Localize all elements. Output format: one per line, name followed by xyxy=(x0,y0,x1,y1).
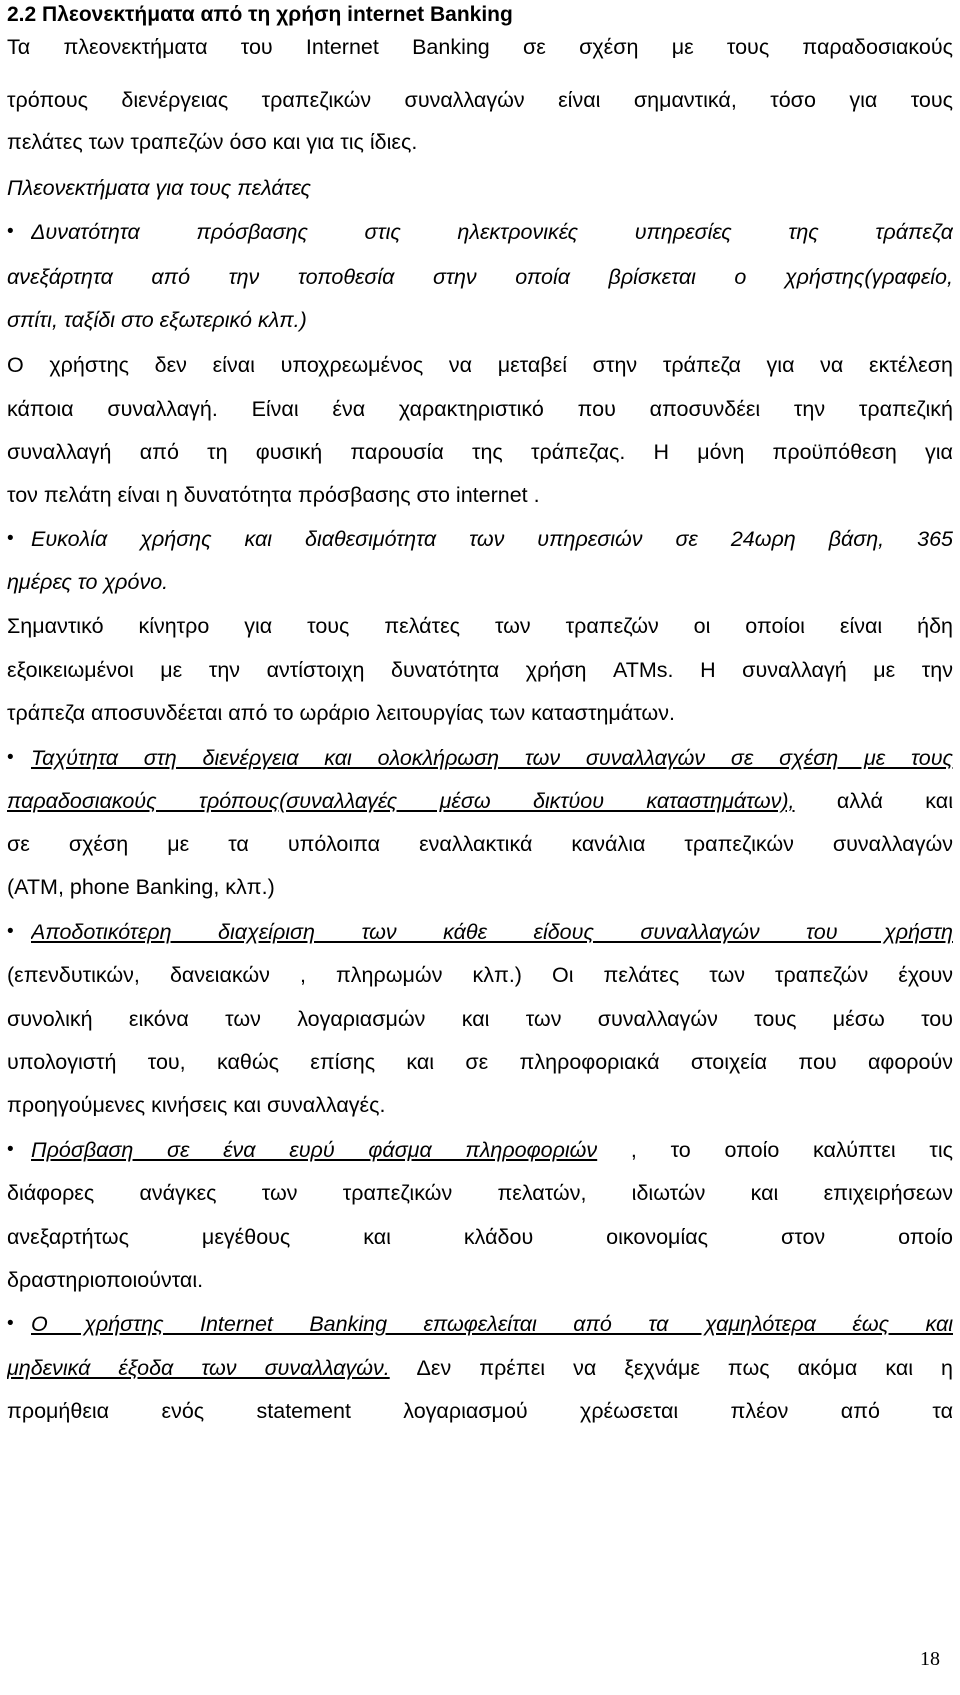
para-1-line-2: κάποια συναλλαγή. Είναι ένα χαρακτηριστικό που αποσυνδέει την τραπεζική xyxy=(7,397,953,421)
bullet-4-line-1: Αποδοτικότερη διαχείριση των κάθε είδους συναλλαγών του χρήστη xyxy=(31,920,953,944)
bullet-1-line-1: Δυνατότητα πρόσβασης στις ηλεκτρονικές υπηρεσίες της τράπεζα xyxy=(31,220,953,244)
bullet-3-line-2-emphasis: παραδοσιακούς τρόπους(συναλλαγές μέσω δικτύου καταστημάτων), xyxy=(7,789,795,813)
bullet-marker: • xyxy=(7,1313,14,1334)
intro-line-2: τρόπους διενέργειας τραπεζικών συναλλαγών είναι σημαντικά, τόσο για τους xyxy=(7,88,953,112)
page-number: 18 xyxy=(920,1648,940,1670)
bullet-3-line-3: σε σχέση με τα υπόλοιπα εναλλακτικά κανάλια τραπεζικών συναλλαγών xyxy=(7,832,953,856)
bullet-marker: • xyxy=(7,528,14,549)
bullet-4-line-4: υπολογιστή του, καθώς επίσης και σε πληροφοριακά στοιχεία που αφορούν xyxy=(7,1050,953,1074)
bullet-6-line-3: προμήθεια ενός statement λογαριασμού χρέωσεται πλέον από τα xyxy=(7,1399,953,1423)
para-1-line-1: Ο χρήστης δεν είναι υποχρεωμένος να μεταβεί στην τράπεζα για να εκτέλεση xyxy=(7,353,953,377)
bullet-5-line-2: διάφορες ανάγκες των τραπεζικών πελατών, ιδιωτών και επιχειρήσεων xyxy=(7,1181,953,1205)
bullet-5-line-4: δραστηριοποιούνται. xyxy=(7,1268,204,1292)
bullet-6-line-1: Ο χρήστης Internet Banking επωφελείται από τα χαμηλότερα έως και xyxy=(31,1312,953,1336)
bullet-2-line-2: ημέρες το χρόνο. xyxy=(7,570,169,594)
bullet-1-line-2: ανεξάρτητα από την τοποθεσία στην οποία βρίσκεται ο χρήστης(γραφείο, xyxy=(7,265,953,289)
bullet-4-line-2: (επενδυτικών, δανειακών , πληρωμών κλπ.) Οι πελάτες των τραπεζών έχουν xyxy=(7,963,953,987)
bullet-3-line-4: (ATM, phone Banking, κλπ.) xyxy=(7,875,275,899)
bullet-5-line-1-rest: , το οποίο καλύπτει τις xyxy=(597,1138,953,1162)
para-2-line-1: Σημαντικό κίνητρο για τους πελάτες των τραπεζών οι οποίοι είναι ήδη xyxy=(7,614,953,638)
bullet-marker: • xyxy=(7,747,14,768)
para-2-line-3: τράπεζα αποσυνδέεται από το ωράριο λειτουργίας των καταστημάτων. xyxy=(7,701,675,725)
benefits-subheading: Πλεονεκτήματα για τους πελάτες xyxy=(7,176,311,200)
bullet-5-line-1-emphasis: Πρόσβαση σε ένα ευρύ φάσμα πληροφοριών xyxy=(31,1138,598,1162)
bullet-6-line-2-emphasis: μηδενικά έξοδα των συναλλαγών. xyxy=(7,1356,390,1380)
para-2-line-2: εξοικειωμένοι με την αντίστοιχη δυνατότητα χρήση ATMs. Η συναλλαγή με την xyxy=(7,658,953,682)
bullet-6-line-2 xyxy=(7,1353,953,1383)
bullet-3-line-2-rest: αλλά και xyxy=(794,789,953,813)
bullet-marker: • xyxy=(7,921,14,942)
bullet-1-line-3: σπίτι, ταξίδι στο εξωτερικό κλπ.) xyxy=(7,308,307,332)
section-heading: 2.2 Πλεονεκτήματα από τη χρήση internet Banking xyxy=(7,3,513,26)
bullet-5-line-3: ανεξαρτήτως μεγέθους και κλάδου οικονομίας στον οποίο xyxy=(7,1225,953,1249)
bullet-3-line-2 xyxy=(7,786,953,816)
intro-line-1: Τα πλεονεκτήματα του Internet Banking σε σχέση με τους παραδοσιακούς xyxy=(7,35,953,59)
bullet-4-line-5: προηγούμενες κινήσεις και συναλλαγές. xyxy=(7,1093,386,1117)
bullet-2-line-1: Ευκολία χρήσης και διαθεσιμότητα των υπηρεσιών σε 24ωρη βάση, 365 xyxy=(31,527,953,551)
para-1-line-4: τον πελάτη είναι η δυνατότητα πρόσβασης στο internet . xyxy=(7,483,540,507)
bullet-5-line-1 xyxy=(31,1135,953,1165)
intro-line-3: πελάτες των τραπεζών όσο και για τις ίδιες. xyxy=(7,130,418,154)
bullet-3-line-1: Ταχύτητα στη διενέργεια και ολοκλήρωση των συναλλαγών σε σχέση με τους xyxy=(31,746,953,770)
bullet-6-line-2-rest: Δεν πρέπει να ξεχνάμε πως ακόμα και η xyxy=(389,1356,953,1380)
para-1-line-3: συναλλαγή από τη φυσική παρουσία της τράπεζας. Η μόνη προϋπόθεση για xyxy=(7,440,953,464)
bullet-marker: • xyxy=(7,221,14,242)
bullet-4-line-3: συνολική εικόνα των λογαριασμών και των συναλλαγών τους μέσω του xyxy=(7,1007,953,1031)
bullet-marker: • xyxy=(7,1139,14,1160)
